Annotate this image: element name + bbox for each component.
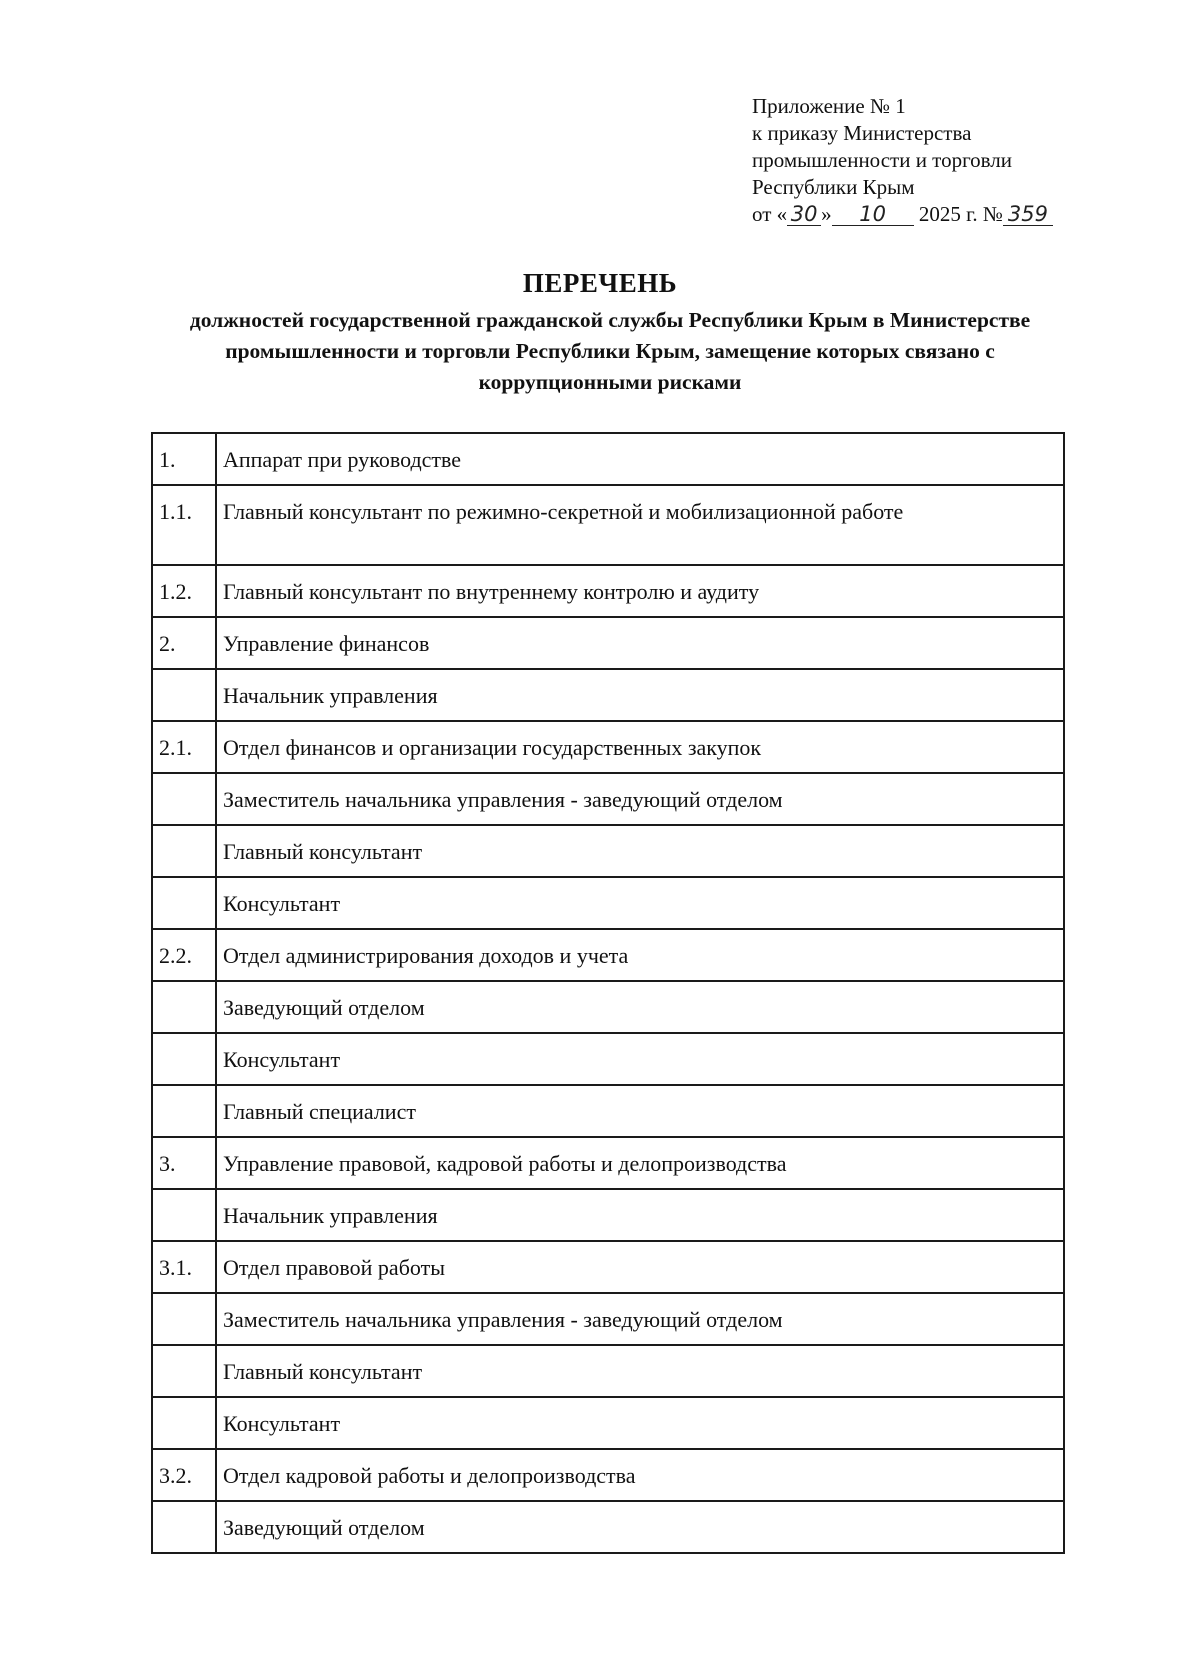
order-date-prefix: от « [752,202,788,226]
row-position: Заведующий отделом [216,1501,1064,1553]
row-number: 1.2. [152,565,216,617]
row-number: 1.1. [152,485,216,565]
table-row [152,485,1064,565]
appendix-republic: Республики Крым [752,175,915,199]
row-number [152,825,216,877]
row-number [152,1293,216,1345]
row-position: Управление правовой, кадровой работы и делопроизводства [216,1137,1064,1189]
table-row [152,929,1064,981]
row-number: 1. [152,433,216,485]
document-subtitle: должностей государственной гражданской службы Республики Крым в Министерстве промышленности и торговли Республики Крым, замещение которых связано с коррупционными рисками [189,308,1031,394]
order-number-handwritten: 359 [1003,203,1053,226]
table-row [152,1449,1064,1501]
order-day-handwritten: 30 [787,203,821,226]
table-row [152,565,1064,617]
appendix-order-ref: к приказу Министерства [752,121,972,145]
row-number [152,1033,216,1085]
row-number [152,669,216,721]
table-row [152,1501,1064,1553]
row-number [152,1397,216,1449]
row-number [152,1085,216,1137]
row-position: Аппарат при руководстве [216,433,1064,485]
table-row [152,1241,1064,1293]
table-row [152,1137,1064,1189]
row-position: Консультант [216,1033,1064,1085]
table-row [152,721,1064,773]
row-position: Главный специалист [216,1085,1064,1137]
row-position: Заведующий отделом [216,981,1064,1033]
row-position: Консультант [216,1397,1064,1449]
table-row [152,669,1064,721]
row-position: Отдел правовой работы [216,1241,1064,1293]
row-number: 2. [152,617,216,669]
table-row [152,981,1064,1033]
order-year: 2025 г. [918,202,978,226]
table-row [152,1293,1064,1345]
row-position: Отдел финансов и организации государственных закупок [216,721,1064,773]
row-position: Заместитель начальника управления - заведующий отделом [216,1293,1064,1345]
row-position: Заместитель начальника управления - заведующий отделом [216,773,1064,825]
table-row [152,433,1064,485]
row-position: Консультант [216,877,1064,929]
row-number [152,773,216,825]
row-position: Главный консультант [216,1345,1064,1397]
row-position: Главный консультант [216,825,1064,877]
appendix-header [752,93,1132,228]
row-position: Отдел администрирования доходов и учета [216,929,1064,981]
table-row [152,1345,1064,1397]
order-date-mid: » [821,202,832,226]
table-row [152,877,1064,929]
table-row [152,1189,1064,1241]
document-title: ПЕРЕЧЕНЬ [522,268,678,298]
row-position: Главный консультант по внутреннему контролю и аудиту [216,565,1064,617]
row-number [152,877,216,929]
order-number-prefix: № [982,202,1003,226]
row-position: Управление финансов [216,617,1064,669]
row-number: 2.1. [152,721,216,773]
row-position: Начальник управления [216,1189,1064,1241]
row-number: 3.2. [152,1449,216,1501]
row-position: Отдел кадровой работы и делопроизводства [216,1449,1064,1501]
table-row [152,825,1064,877]
order-month-handwritten: 10 [832,203,914,226]
appendix-ministry: промышленности и торговли [752,148,1013,172]
table-row [152,773,1064,825]
appendix-number: Приложение № 1 [752,94,906,118]
table-row [152,1033,1064,1085]
row-position: Начальник управления [216,669,1064,721]
row-number [152,981,216,1033]
table-row [152,1397,1064,1449]
row-number [152,1345,216,1397]
table-row [152,617,1064,669]
row-number [152,1501,216,1553]
row-number: 3.1. [152,1241,216,1293]
row-number [152,1189,216,1241]
positions-table [151,432,1065,1554]
row-position: Главный консультант по режимно-секретной и мобилизационной работе [216,485,1064,565]
row-number: 2.2. [152,929,216,981]
table-row [152,1085,1064,1137]
order-date-line [752,201,1132,228]
row-number: 3. [152,1137,216,1189]
